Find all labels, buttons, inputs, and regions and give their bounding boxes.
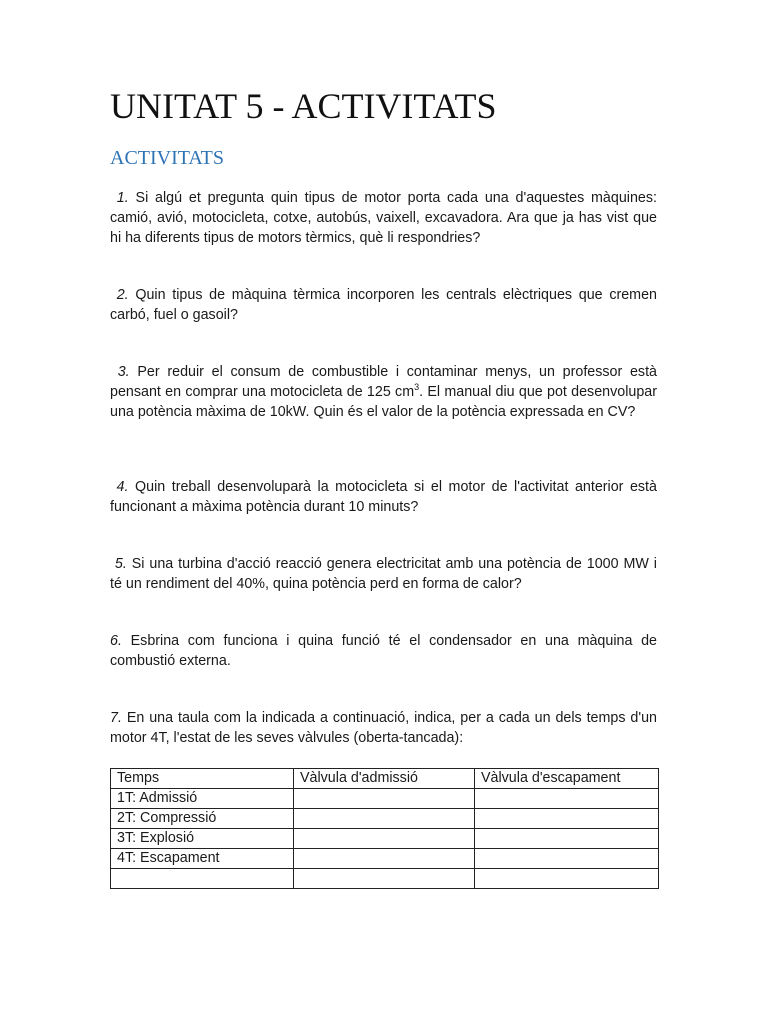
question-1 [110, 189, 657, 248]
table-row [111, 849, 659, 869]
table-cell [475, 829, 659, 849]
table-cell [294, 869, 475, 889]
table-cell: 4T: Escapament [111, 849, 294, 869]
question-number: 6. [110, 633, 122, 649]
table-cell [475, 809, 659, 829]
table-cell [294, 849, 475, 869]
table-cell [111, 869, 294, 889]
table-cell [294, 789, 475, 809]
question-number: 5. [114, 556, 127, 572]
question-3 [110, 363, 657, 422]
question-text: En una taula com la indicada a continuació, indica, per a cada un dels temps d'un motor 4T, l'estat de les seves vàlvules (oberta-tancada): [110, 710, 657, 746]
question-number: 4. [116, 479, 129, 495]
question-text: Esbrina com funciona i quina funció té el condensador en una màquina de combustió externa. [110, 633, 657, 669]
question-text: Si una turbina d'acció reacció genera electricitat amb una potència de 1000 MW i té un rendiment del 40%, quina potència perd en forma de calor? [110, 556, 657, 592]
question-number: 2. [116, 287, 129, 303]
question-indent [110, 287, 117, 303]
table-header-cell: Temps [111, 769, 294, 789]
table-cell: 1T: Admissió [111, 789, 294, 809]
table-row [111, 869, 659, 889]
table-row [111, 809, 659, 829]
question-indent [110, 364, 118, 380]
table-header-row [111, 769, 659, 789]
table-cell [475, 789, 659, 809]
table-row [111, 829, 659, 849]
question-text: Quin tipus de màquina tèrmica incorporen les centrals elèctriques que cremen carbó, fuel o gasoil? [110, 287, 657, 323]
question-number: 3. [117, 364, 130, 380]
table-cell [294, 809, 475, 829]
table-cell [475, 869, 659, 889]
question-4 [110, 478, 657, 518]
question-text: Si algú et pregunta quin tipus de motor porta cada una d'aquestes màquines: camió, avió, motocicleta, cotxe, autobús, vaixell, excavadora. Ara que ja has vist que hi ha diferents tipus de motors tèrmics, què li respondries? [110, 190, 657, 246]
table-header-cell: Vàlvula d'escapament [475, 769, 659, 789]
question-number: 7. [110, 710, 122, 726]
question-5 [110, 555, 657, 595]
table-header-cell: Vàlvula d'admissió [294, 769, 475, 789]
question-6 [110, 632, 657, 672]
page-title: UNITAT 5 - ACTIVITATS [110, 86, 497, 126]
superscript-exponent: 3 [414, 382, 420, 393]
table-cell [475, 849, 659, 869]
valves-table [110, 768, 659, 889]
question-text: Per reduir el consum de combustible i contaminar menys, un professor està pensant en comprar una motocicleta de 125 cm [110, 364, 657, 400]
section-heading: ACTIVITATS [110, 147, 224, 169]
question-text-continued: . El manual diu que pot desenvolupar una potència màxima de 10kW. Quin és el valor de la potència expressada en CV? [110, 383, 657, 420]
question-2 [110, 286, 657, 326]
table-cell: 3T: Explosió [111, 829, 294, 849]
question-indent [110, 190, 117, 206]
table-cell: 2T: Compressió [111, 809, 294, 829]
table-cell [294, 829, 475, 849]
question-7 [110, 709, 657, 749]
question-number: 1. [116, 190, 129, 206]
table-row [111, 789, 659, 809]
question-text: Quin treball desenvoluparà la motocicleta si el motor de l'activitat anterior està funcionant a màxima potència durant 10 minuts? [110, 479, 657, 515]
